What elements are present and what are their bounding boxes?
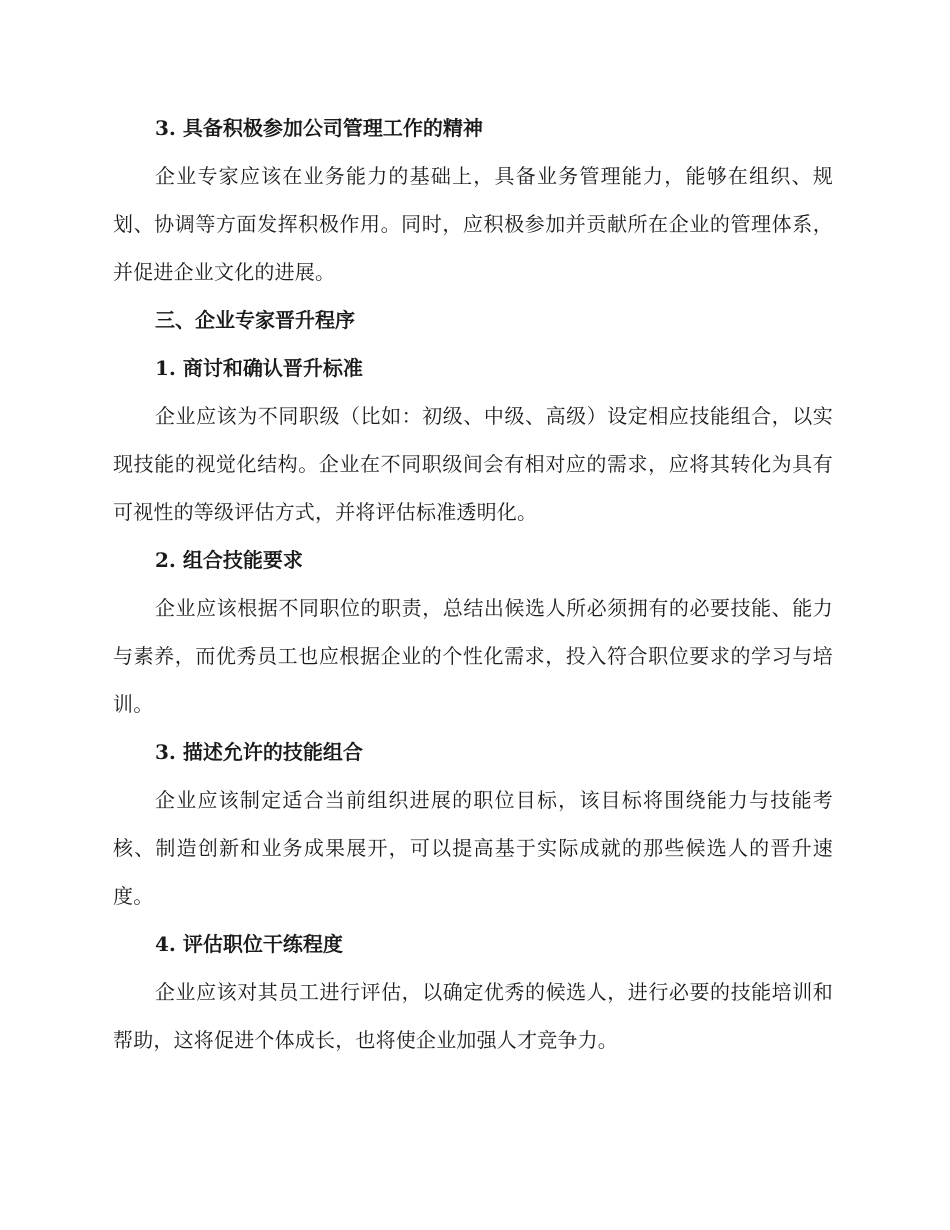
body-paragraph: 企业应该为不同职级（比如：初级、中级、高级）设定相应技能组合，以实现技能的视觉化结构。企业在不同职级间会有相对应的需求，应将其转化为具有可视性的等级评估方式，并将评估标准透明化。	[113, 404, 833, 524]
section-heading: 4. 评估职位干练程度	[155, 932, 343, 956]
section-heading: 3. 描述允许的技能组合	[155, 740, 363, 764]
section-heading: 2. 组合技能要求	[155, 548, 303, 572]
body-paragraph: 企业应该制定适合当前组织进展的职位目标，该目标将围绕能力与技能考核、制造创新和业务成果展开，可以提高基于实际成就的那些候选人的晋升速度。	[113, 788, 833, 908]
section-heading: 1. 商讨和确认晋升标准	[155, 356, 363, 380]
body-paragraph: 企业应该对其员工进行评估，以确定优秀的候选人，进行必要的技能培训和帮助，这将促进个体成长，也将使企业加强人才竞争力。	[113, 980, 833, 1052]
document-body	[113, 104, 833, 1064]
chapter-heading: 三、企业专家晋升程序	[155, 308, 355, 332]
section-heading: 3. 具备积极参加公司管理工作的精神	[155, 116, 483, 140]
body-paragraph: 企业专家应该在业务能力的基础上，具备业务管理能力，能够在组织、规划、协调等方面发挥积极作用。同时，应积极参加并贡献所在企业的管理体系，并促进企业文化的进展。	[113, 164, 833, 284]
body-paragraph: 企业应该根据不同职位的职责，总结出候选人所必须拥有的必要技能、能力与素养，而优秀员工也应根据企业的个性化需求，投入符合职位要求的学习与培训。	[113, 596, 833, 716]
